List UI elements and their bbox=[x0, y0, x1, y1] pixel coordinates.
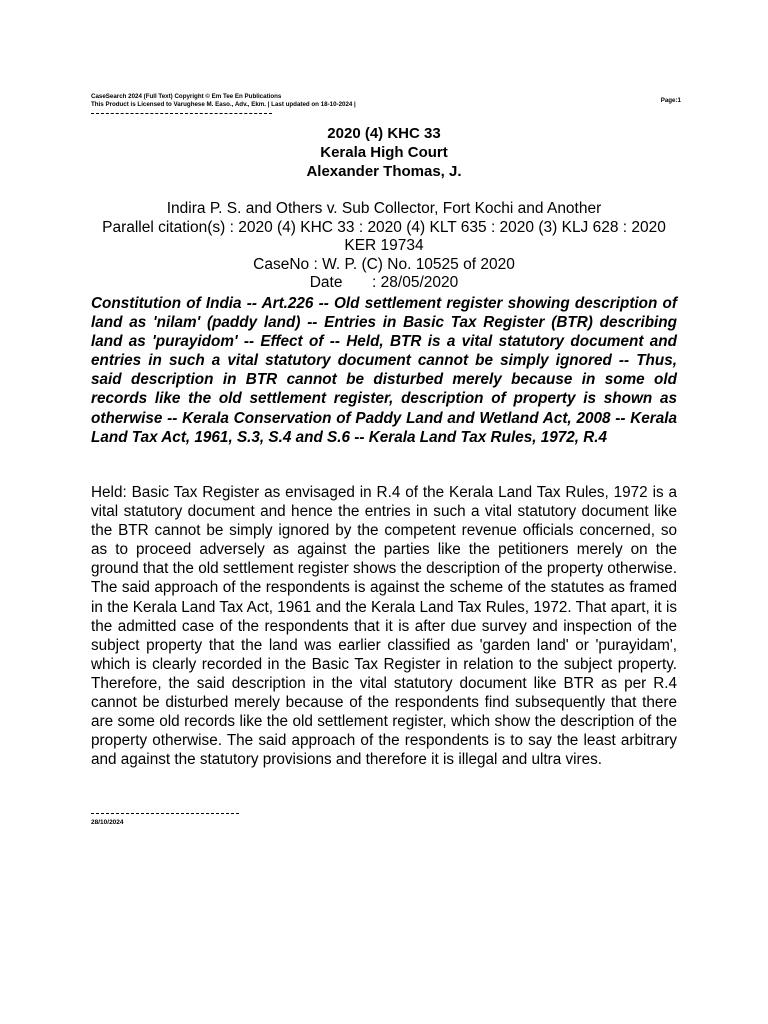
license-line: This Product is Licensed to Varughese M. Easo., Adv., Ekm. | Last updated on 18-10-2024 | bbox=[91, 101, 356, 108]
case-date-label: Date bbox=[309, 274, 343, 291]
copyright-header bbox=[91, 93, 681, 109]
header-divider bbox=[91, 113, 272, 114]
case-date-value: : 28/05/2020 bbox=[372, 274, 459, 291]
held-paragraph: Held: Basic Tax Register as envisaged in R.4 of the Kerala Land Tax Rules, 1972 is a vital statutory document and hence the entries in such a vital statutory document like the BTR cannot be simply ignored by the competent revenue officials concerned, so as to proceed adversely as against the parties like the petitioners merely on the ground that the old settlement register shows the description of the property otherwise. The said approach of the respondents is against the scheme of the statutes as framed in the Kerala Land Tax Act, 1961 and the Kerala Land Tax Rules, 1972. That apart, it is the admitted case of the respondents that it is after due survey and inspection of the subject property that the land was earlier classified as 'garden land' or 'purayidam', which is clearly recorded in the Basic Tax Register in relation to the subject property. Therefore, the said description in the vital statutory document like BTR as per R.4 cannot be disturbed merely because of the respondents find subsequently that there are some old records like the old settlement register, which show the description of the property otherwise. The said approach of the respondents is to say the least arbitrary and against the statutory provisions and therefore it is illegal and ultra vires. bbox=[91, 484, 677, 769]
case-meta-block bbox=[91, 200, 677, 293]
case-number-row bbox=[91, 256, 677, 275]
judge-name: Alexander Thomas, J. bbox=[306, 163, 462, 180]
page-number: Page:1 bbox=[660, 97, 681, 104]
copyright-line: CaseSearch 2024 (Full Text) Copyright © Em Tee En Publications bbox=[91, 93, 282, 100]
court-name: Kerala High Court bbox=[320, 144, 448, 161]
footer-divider bbox=[91, 813, 239, 814]
case-parties: Indira P. S. and Others v. Sub Collector, Fort Kochi and Another bbox=[166, 200, 602, 217]
case-citation: 2020 (4) KHC 33 bbox=[327, 125, 441, 142]
case-number-label: CaseNo bbox=[253, 255, 310, 273]
headnote: Constitution of India -- Art.226 -- Old settlement register showing description of land as 'nilam' (paddy land) -- Entries in Basic Tax Register (BTR) describing land as 'purayidom' -- Effect of -- Held, BTR is a vital statutory document and entries in such a vital statutory document cannot be simply ignored -- Thus, said description in BTR cannot be disturbed merely because in some old records like the old settlement register, description of property is shown as otherwise -- Kerala Conservation of Paddy Land and Wetland Act, 2008 -- Kerala Land Tax Act, 1961, S.3, S.4 and S.6 -- Kerala Land Tax Rules, 1972, R.4 bbox=[91, 295, 677, 446]
parallel-citations: Parallel citation(s) : 2020 (4) KHC 33 : 2020 (4) KLT 635 : 2020 (3) KLJ 628 : 2020 KER 19734 bbox=[102, 218, 666, 254]
footer-date: 28/10/2024 bbox=[91, 819, 124, 826]
case-number-value: : W. P. (C) No. 10525 of 2020 bbox=[313, 255, 515, 273]
case-date-row bbox=[91, 274, 677, 293]
case-title-block bbox=[91, 124, 677, 181]
